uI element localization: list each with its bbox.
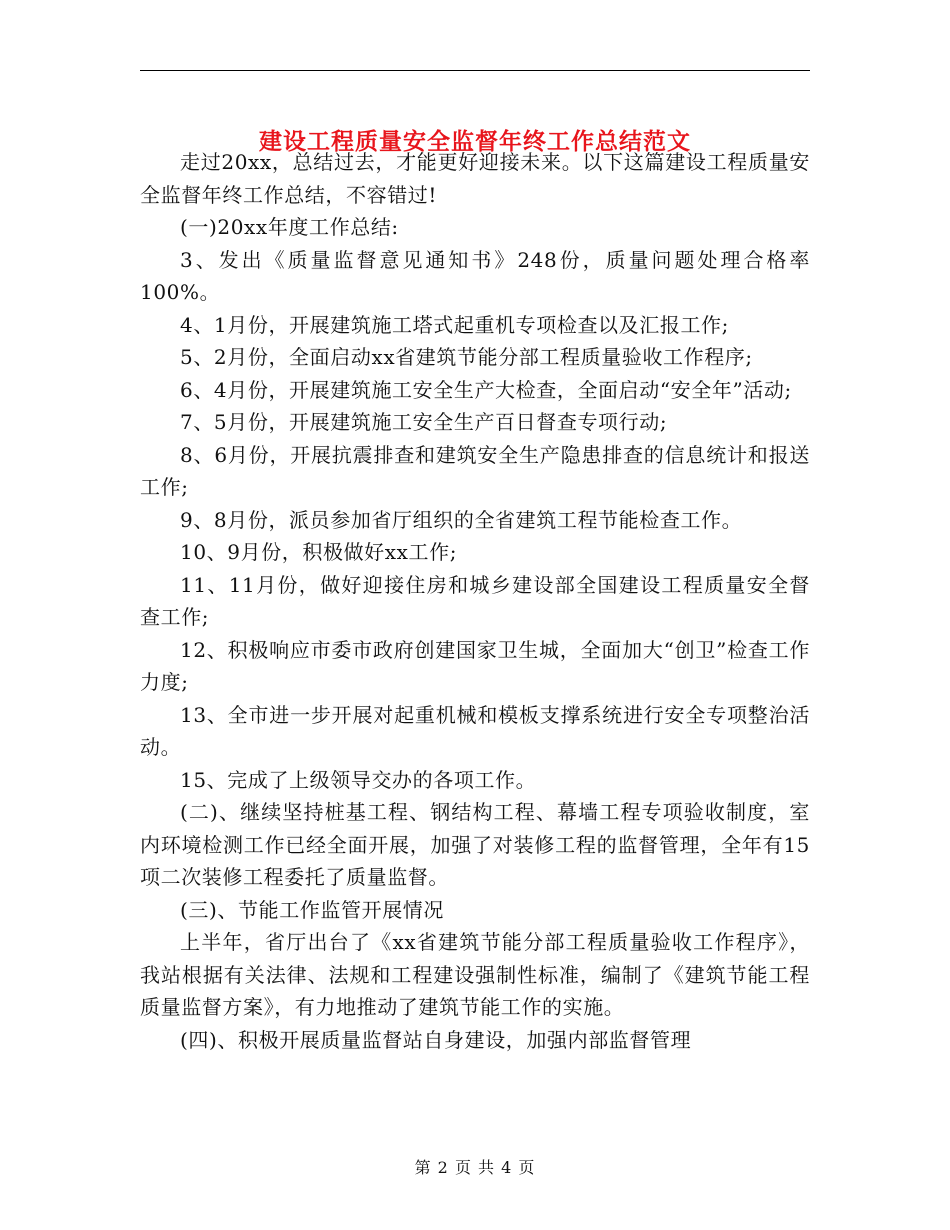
- paragraph-item-4: 4、1月份，开展建筑施工塔式起重机专项检查以及汇报工作;: [180, 312, 729, 337]
- paragraph-item-15: 15、完成了上级领导交办的各项工作。: [180, 767, 537, 792]
- paragraph-item-7: 7、5月份，开展建筑施工安全生产百日督查专项行动;: [180, 410, 668, 434]
- paragraph-item-8: 8、6月份，开展抗震排查和建筑安全生产隐患排查的信息统计和报送工作;: [140, 442, 810, 499]
- paragraph-item-3: 3、发出《质量监督意见通知书》248份，质量问题处理合格率100%。: [140, 247, 810, 304]
- paragraph-intro: 走过20xx，总结过去，才能更好迎接未来。以下这篇建设工程质量安全监督年终工作总结，不容错过!: [140, 150, 810, 207]
- paragraph-item-5: 5、2月份，全面启动xx省建筑节能分部工程质量验收工作程序;: [180, 345, 753, 369]
- paragraph-item-10: 10、9月份，积极做好xx工作;: [180, 540, 458, 564]
- paragraph-item-9: 9、8月份，派员参加省厅组织的全省建筑工程节能检查工作。: [180, 507, 743, 532]
- paragraph-section-4-heading: (四)、积极开展质量监督站自身建设，加强内部监督管理: [180, 1027, 692, 1052]
- paragraph-item-13: 13、全市进一步开展对起重机械和模板支撑系统进行安全专项整治活动。: [140, 702, 810, 759]
- paragraph-item-6: 6、4月份，开展建筑施工安全生产大检查，全面启动“安全年”活动;: [180, 377, 792, 402]
- header-rule: [140, 70, 810, 71]
- paragraph-section-1-heading: (一)20xx年度工作总结:: [180, 215, 399, 239]
- paragraph-section-3-body: 上半年，省厅出台了《xx省建筑节能分部工程质量验收工作程序》，我站根据有关法律、法规和工程建设强制性标准，编制了《建筑节能工程质量监督方案》，有力地推动了建筑节能工作的实施。: [140, 930, 810, 1019]
- document-body: [140, 146, 810, 1056]
- paragraph-section-2: (二)、继续坚持桩基工程、钢结构工程、幕墙工程专项验收制度，室内环境检测工作已经全面开展，加强了对装修工程的监督管理，全年有15项二次装修工程委托了质量监督。: [140, 800, 810, 889]
- paragraph-item-11: 11、11月份，做好迎接住房和城乡建设部全国建设工程质量安全督查工作;: [140, 572, 810, 629]
- page-number-footer: 第 2 页 共 4 页: [414, 1158, 536, 1177]
- paragraph-section-3-heading: (三)、节能工作监管开展情况: [180, 897, 445, 922]
- document-title: 建设工程质量安全监督年终工作总结范文: [259, 128, 691, 156]
- paragraph-item-12: 12、积极响应市委市政府创建国家卫生城，全面加大“创卫”检查工作力度;: [140, 637, 810, 694]
